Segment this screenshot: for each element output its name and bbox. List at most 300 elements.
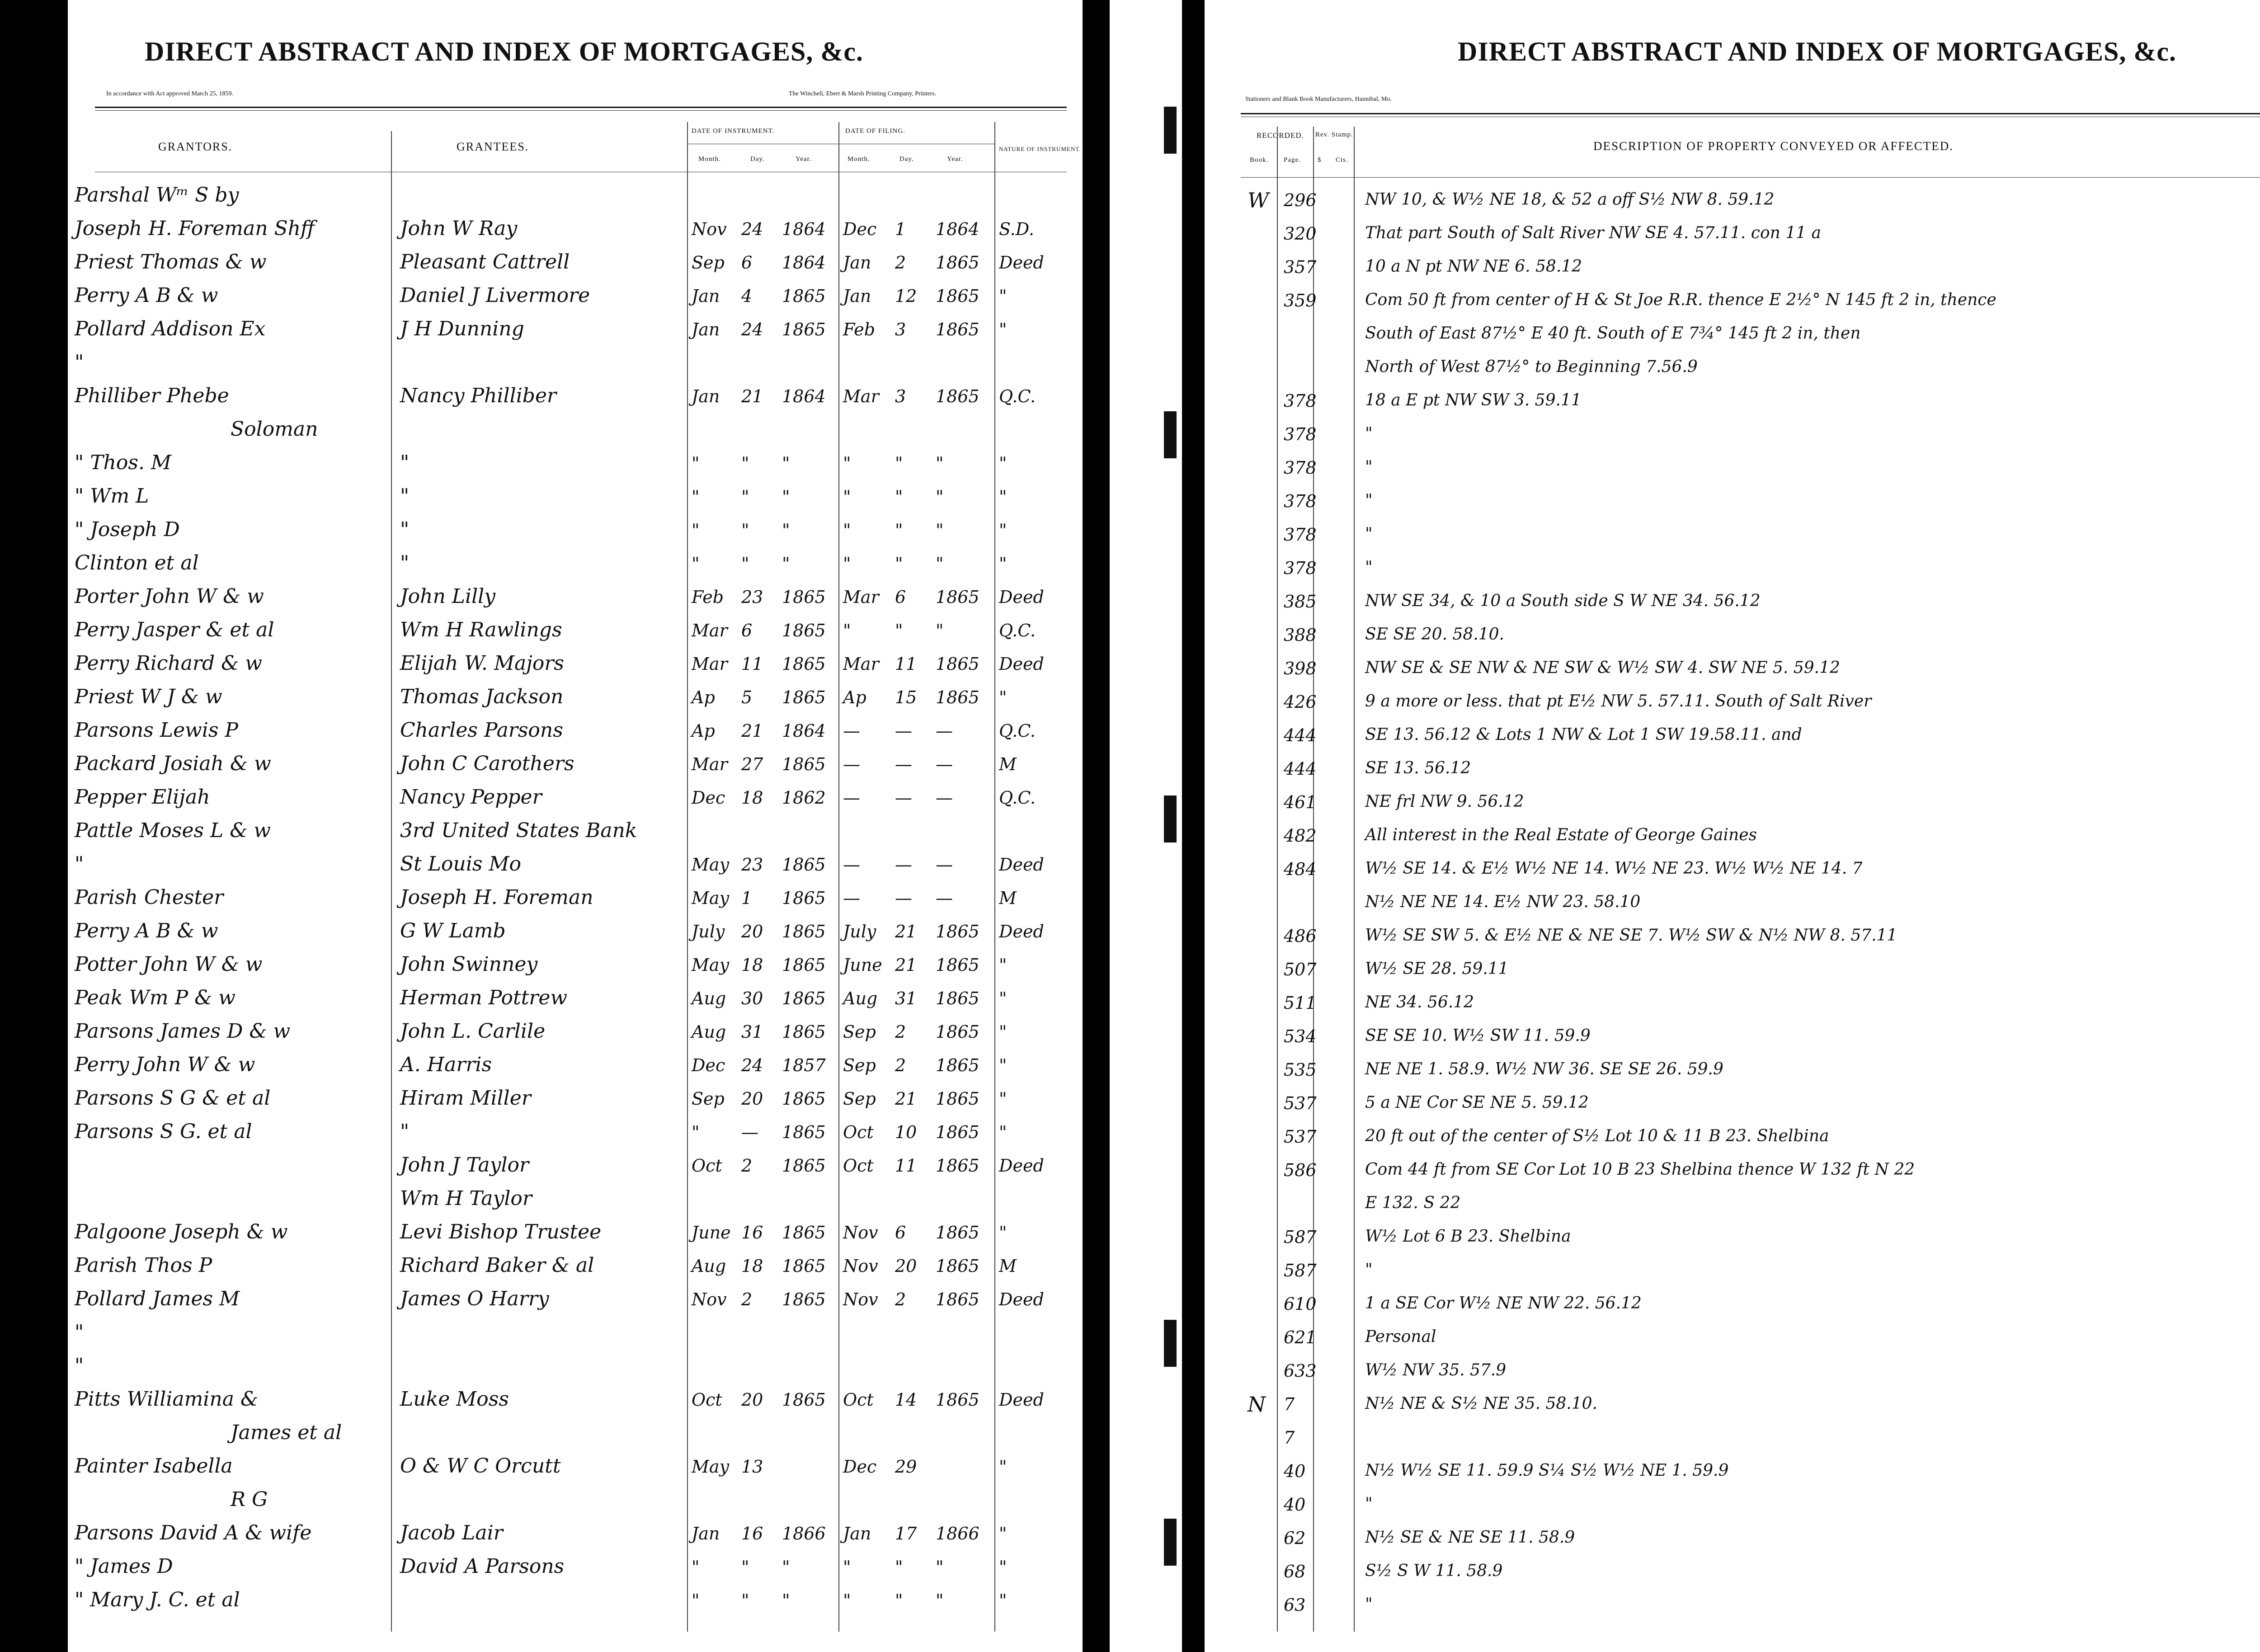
grantor-name: Pitts Williamina & [75, 1388, 259, 1411]
property-description: Com 44 ft from SE Cor Lot 10 B 23 Shelbina thence W 132 ft N 22 [1365, 1160, 1915, 1179]
page-header: Page. [1284, 156, 1301, 164]
instrument-year: " [782, 1591, 790, 1610]
grantor-name: Clinton et al [75, 551, 199, 574]
instrument-nature: " [999, 487, 1007, 507]
instrument-month: " [692, 487, 700, 507]
filing-year: 1865 [936, 955, 979, 975]
grantor-name: Perry A B & w [75, 284, 218, 307]
grantor-name: Parsons S G & et al [75, 1087, 271, 1110]
filing-year: 1866 [936, 1524, 979, 1544]
instrument-nature: " [999, 1223, 1007, 1243]
filing-year: — [936, 754, 953, 774]
filing-day: " [895, 621, 903, 640]
filing-day: 21 [895, 922, 917, 941]
recorded-page: 444 [1284, 725, 1317, 745]
filing-month: — [843, 788, 860, 808]
instrument-nature: Deed [999, 922, 1044, 941]
grantee-name: Pleasant Cattrell [400, 250, 570, 273]
filing-year: " [936, 487, 944, 507]
year-header: Year. [947, 155, 963, 163]
instrument-month: May [692, 1457, 730, 1477]
filing-year: 1865 [936, 1256, 979, 1276]
property-description: SE SE 10. W½ SW 11. 59.9 [1365, 1026, 1591, 1045]
grantee-name: Richard Baker & al [400, 1254, 594, 1277]
grantor-name: " [75, 1321, 84, 1344]
filing-day: " [895, 1557, 903, 1577]
instrument-day: 6 [741, 621, 753, 640]
instrument-nature: " [999, 554, 1007, 574]
filing-day: 21 [895, 955, 917, 975]
grantor-name: Perry Jasper & et al [75, 618, 274, 641]
instrument-month: Jan [692, 320, 720, 339]
instrument-day: 30 [741, 988, 763, 1008]
left-ledger-page [68, 0, 1083, 1652]
property-description: N½ W½ SE 11. 59.9 S¼ S½ W½ NE 1. 59.9 [1365, 1461, 1729, 1480]
column-header-rule [1241, 177, 2260, 178]
date-instrument-header: DATE OF INSTRUMENT. [692, 127, 775, 135]
property-description: 18 a E pt NW SW 3. 59.11 [1365, 391, 1582, 409]
filing-year: " [936, 554, 944, 574]
instrument-year: " [782, 487, 790, 507]
grantor-name: Palgoone Joseph & w [75, 1220, 288, 1243]
filing-day: 2 [895, 1055, 906, 1075]
grantors-header: GRANTORS. [158, 140, 233, 153]
property-description: 5 a NE Cor SE NE 5. 59.12 [1365, 1093, 1589, 1112]
property-description: W½ NW 35. 57.9 [1365, 1361, 1507, 1379]
property-description: Personal [1365, 1327, 1436, 1346]
grantee-name: Levi Bishop Trustee [400, 1220, 602, 1243]
grantor-name: Priest Thomas & w [75, 250, 267, 273]
instrument-day: 2 [741, 1156, 753, 1176]
instrument-day: 16 [741, 1223, 763, 1243]
filing-month: Jan [843, 253, 871, 273]
header-rule [95, 107, 1067, 108]
date-filing-header: DATE OF FILING. [845, 127, 905, 135]
recorded-page: 537 [1284, 1127, 1317, 1147]
filing-day: 2 [895, 253, 906, 273]
property-description: SE SE 20. 58.10. [1365, 625, 1504, 644]
page-divider [1313, 127, 1314, 1632]
recorded-page: 507 [1284, 960, 1317, 979]
grantee-name: Elijah W. Majors [400, 652, 564, 675]
instrument-year: 1865 [782, 955, 826, 975]
filing-month: Jan [843, 1524, 871, 1544]
instrument-day: 1 [741, 888, 753, 908]
instrument-nature: " [999, 1457, 1007, 1477]
header-rule [1241, 113, 2260, 114]
filing-day: " [895, 554, 903, 574]
day-header: Day. [899, 155, 914, 163]
filing-day: — [895, 788, 912, 808]
instrument-year: 1865 [782, 754, 826, 774]
instrument-year: 1865 [782, 1256, 826, 1276]
property-description: " [1365, 491, 1373, 510]
filing-day: 21 [895, 1089, 917, 1109]
instrument-year: 1865 [782, 1156, 826, 1176]
filing-month: Sep [843, 1022, 876, 1042]
recorded-page: 482 [1284, 826, 1317, 846]
instrument-year: 1865 [782, 988, 826, 1008]
filing-year: 1865 [936, 1223, 979, 1243]
grantee-name: " [400, 451, 410, 474]
property-description: NW 10, & W½ NE 18, & 52 a off S½ NW 8. 59.12 [1365, 190, 1775, 209]
filing-day: 6 [895, 587, 906, 607]
instrument-month: Jan [692, 286, 720, 306]
grantor-name: Perry John W & w [75, 1053, 255, 1076]
instrument-nature: Q.C. [999, 621, 1036, 640]
filing-month: — [843, 855, 860, 875]
filing-month: Mar [843, 386, 879, 406]
grantor-name: Pollard James M [75, 1287, 240, 1310]
property-description: SE 13. 56.12 & Lots 1 NW & Lot 1 SW 19.58.11. and [1365, 725, 1802, 744]
property-description: " [1365, 558, 1373, 577]
instrument-nature: Deed [999, 1390, 1044, 1410]
filing-month: Nov [843, 1223, 878, 1243]
filing-month: " [843, 520, 851, 540]
binding-hole [1164, 795, 1177, 842]
filing-day: 1 [895, 219, 906, 239]
property-description: SE 13. 56.12 [1365, 759, 1471, 777]
printer-note: The Winchell, Ebert & Marsh Printing Company, Printers. [789, 90, 937, 97]
filing-year: " [936, 453, 944, 473]
instrument-nature: " [999, 1524, 1007, 1544]
instrument-day: 6 [741, 253, 753, 273]
instrument-nature: " [999, 1591, 1007, 1610]
grantor-name: James et al [231, 1421, 342, 1444]
filing-day: 15 [895, 687, 917, 707]
instrument-nature: Deed [999, 654, 1044, 674]
stamp-divider [1354, 127, 1355, 1632]
property-description: NE NE 1. 58.9. W½ NW 36. SE SE 26. 59.9 [1365, 1060, 1723, 1078]
instrument-month: Feb [692, 587, 724, 607]
property-description: N½ NE NE 14. E½ NW 23. 58.10 [1365, 893, 1641, 911]
page-title: DIRECT ABSTRACT AND INDEX OF MORTGAGES, &c. [1458, 37, 2176, 66]
filing-month: Oct [843, 1156, 874, 1176]
grantee-name: John Lilly [400, 585, 496, 608]
instrument-month: Jan [692, 1524, 720, 1544]
instrument-day: 16 [741, 1524, 763, 1544]
instrument-month: Aug [692, 1256, 726, 1276]
instrument-nature: Q.C. [999, 721, 1036, 741]
instrument-month: Nov [692, 1290, 727, 1309]
instrument-month: " [692, 453, 700, 473]
grantor-name: Porter John W & w [75, 585, 264, 608]
grantor-name: " Thos. M [75, 451, 172, 474]
instrument-nature: " [999, 1557, 1007, 1577]
grantor-name: " Joseph D [75, 518, 180, 541]
recorded-page: 586 [1284, 1160, 1317, 1180]
filing-month: Dec [843, 1457, 877, 1477]
instrument-nature: Deed [999, 1156, 1044, 1176]
grantor-name: Pattle Moses L & w [75, 819, 271, 842]
grantee-name: Nancy Philliber [400, 384, 557, 407]
property-description: That part South of Salt River NW SE 4. 57.11. con 11 a [1365, 224, 1821, 242]
grantees-header: GRANTEES. [457, 140, 529, 153]
grantee-name: A. Harris [400, 1053, 492, 1076]
instrument-year: " [782, 520, 790, 540]
recorded-page: 296 [1284, 190, 1317, 210]
recorded-page: 535 [1284, 1060, 1317, 1080]
instrument-day: 21 [741, 721, 763, 741]
recorded-page: 486 [1284, 926, 1317, 946]
instrument-month: May [692, 955, 730, 975]
grantor-name: Parish Chester [75, 886, 224, 909]
grantor-name: Parsons Lewis P [75, 719, 239, 742]
filing-month: " [843, 621, 851, 640]
instrument-month: Oct [692, 1390, 722, 1410]
instrument-year: 1857 [782, 1055, 826, 1075]
right-ledger-page [1205, 0, 2260, 1652]
instrument-day: " [741, 520, 749, 540]
recorded-page: 511 [1284, 993, 1317, 1013]
filing-day: 14 [895, 1390, 917, 1410]
grantee-name: Luke Moss [400, 1388, 509, 1411]
recorded-page: 444 [1284, 759, 1317, 779]
filing-day: 12 [895, 286, 917, 306]
cents-header: Cts. [1336, 156, 1348, 164]
grantor-name: Perry A B & w [75, 919, 218, 942]
instrument-day: 27 [741, 754, 763, 774]
filing-year: " [936, 520, 944, 540]
grantor-name: Packard Josiah & w [75, 752, 271, 775]
grantee-name: Herman Pottrew [400, 986, 568, 1009]
instrument-month: May [692, 855, 730, 875]
instrument-month: " [692, 1557, 700, 1577]
filing-month: July [843, 922, 876, 941]
property-description: " [1365, 525, 1373, 543]
instrument-day: 2 [741, 1290, 753, 1309]
property-description: NW SE 34, & 10 a South side S W NE 34. 56.12 [1365, 592, 1761, 610]
instrument-year: 1864 [782, 721, 826, 741]
filing-year: — [936, 888, 953, 908]
grantor-name: Painter Isabella [75, 1454, 233, 1478]
recorded-page: 587 [1284, 1227, 1317, 1247]
grantee-name: St Louis Mo [400, 852, 522, 875]
act-note: In accordance with Act approved March 25, 1859. [106, 90, 234, 97]
instrument-nature: " [999, 1055, 1007, 1075]
recorded-page: 63 [1284, 1595, 1306, 1615]
instrument-day: 5 [741, 687, 753, 707]
recorded-page: 378 [1284, 458, 1317, 478]
filing-month: Mar [843, 654, 879, 674]
stationer-note: Stationers and Blank Book Manufacturers, Hannibal, Mo. [1245, 96, 1392, 103]
filing-month: Dec [843, 219, 877, 239]
filing-day: 31 [895, 988, 917, 1008]
recorded-header: RECORDED. [1257, 131, 1304, 140]
instrument-nature: Deed [999, 855, 1044, 875]
filing-year: " [936, 621, 944, 640]
instrument-year: 1864 [782, 253, 826, 273]
grantee-name: " [400, 1120, 410, 1143]
instrument-day: 18 [741, 955, 763, 975]
grantor-name: Pepper Elijah [75, 786, 210, 809]
grantor-name: Parsons S G. et al [75, 1120, 252, 1143]
filing-year: 1865 [936, 1290, 979, 1309]
filing-year: — [936, 721, 953, 741]
recorded-page: 461 [1284, 792, 1317, 812]
instrument-nature: Q.C. [999, 386, 1036, 406]
instrument-year: 1865 [782, 855, 826, 875]
filing-day: — [895, 855, 912, 875]
grantee-name: Thomas Jackson [400, 685, 564, 708]
instrument-month: " [692, 520, 700, 540]
instrument-nature: M [999, 754, 1017, 774]
instrument-day: " [741, 487, 749, 507]
grantor-name: " Mary J. C. et al [75, 1588, 240, 1611]
instrument-month: Mar [692, 654, 728, 674]
grantee-name: James O Harry [400, 1287, 549, 1310]
grantor-name: Joseph H. Foreman Shff [75, 217, 315, 240]
property-description: 10 a N pt NW NE 6. 58.12 [1365, 257, 1582, 276]
property-description: S½ S W 11. 58.9 [1365, 1562, 1503, 1580]
filing-month: June [843, 955, 882, 975]
recorded-page: 7 [1284, 1394, 1295, 1414]
grantor-name: Priest W J & w [75, 685, 222, 708]
filing-day: " [895, 1591, 903, 1610]
instrument-nature: " [999, 1089, 1007, 1109]
instrument-month: " [692, 554, 700, 574]
instrument-day: " [741, 453, 749, 473]
filing-month: " [843, 1591, 851, 1610]
instrument-nature: " [999, 520, 1007, 540]
instrument-nature: M [999, 888, 1017, 908]
property-description: NE frl NW 9. 56.12 [1365, 792, 1524, 811]
grantor-name: Parsons James D & w [75, 1020, 291, 1043]
recorded-page: 534 [1284, 1026, 1317, 1046]
book-divider [1277, 127, 1278, 1632]
property-description: 9 a more or less. that pt E½ NW 5. 57.11. South of Salt River [1365, 692, 1872, 711]
instrument-month: Oct [692, 1156, 722, 1176]
instrument-month: Mar [692, 754, 728, 774]
nature-divider [994, 122, 995, 1632]
instrument-year: 1865 [782, 687, 826, 707]
grantee-name: 3rd United States Bank [400, 819, 637, 842]
instrument-year: 1865 [782, 1223, 826, 1243]
recorded-page: 7 [1284, 1428, 1295, 1448]
grantee-name: John J Taylor [400, 1153, 529, 1177]
grantee-name: Nancy Pepper [400, 786, 542, 809]
filing-year: 1864 [936, 219, 979, 239]
property-description: W½ Lot 6 B 23. Shelbina [1365, 1227, 1571, 1246]
grantee-name: Wm H Taylor [400, 1187, 532, 1210]
property-description: Com 50 ft from center of H & St Joe R.R. thence E 2½° N 145 ft 2 in, thence [1365, 291, 1996, 309]
instrument-month: Dec [692, 788, 725, 808]
grantee-name: Hiram Miller [400, 1087, 531, 1110]
grantor-name: Parshal Wᵐ S by [75, 184, 239, 207]
grantee-name: David A Parsons [400, 1555, 565, 1578]
nature-header: NATURE OF INSTRUMENT. [999, 146, 1081, 152]
recorded-page: 587 [1284, 1261, 1317, 1280]
recorded-page: 378 [1284, 558, 1317, 578]
property-description: NW SE & SE NW & NE SW & W½ SW 4. SW NE 5. 59.12 [1365, 659, 1840, 677]
instrument-year: 1865 [782, 320, 826, 339]
filing-month: Oct [843, 1122, 874, 1142]
description-header: DESCRIPTION OF PROPERTY CONVEYED OR AFFECTED. [1593, 139, 1954, 153]
instrument-nature: S.D. [999, 219, 1034, 239]
grantor-name: Pollard Addison Ex [75, 317, 266, 340]
instrument-nature: " [999, 955, 1007, 975]
instrument-year: 1865 [782, 888, 826, 908]
property-description: North of West 87½° to Beginning 7.56.9 [1365, 358, 1698, 376]
grantor-name: " [75, 1354, 84, 1377]
filing-year: 1865 [936, 654, 979, 674]
grantee-name: J H Dunning [400, 317, 524, 340]
binding-hole [1164, 1519, 1177, 1566]
instrument-day: 20 [741, 1089, 763, 1109]
instrument-year: 1865 [782, 654, 826, 674]
property-description: " [1365, 1595, 1373, 1614]
instrument-year: 1866 [782, 1524, 826, 1544]
instrument-year: 1865 [782, 587, 826, 607]
filing-year: 1865 [936, 922, 979, 941]
instrument-nature: " [999, 453, 1007, 473]
grantee-name: Jacob Lair [400, 1521, 503, 1544]
instrument-year: 1865 [782, 922, 826, 941]
instrument-nature: " [999, 988, 1007, 1008]
filing-month: Ap [843, 687, 866, 707]
binding-hole [1164, 1320, 1177, 1367]
rev-stamp-header: Rev. Stamp. [1315, 131, 1353, 138]
property-description: 1 a SE Cor W½ NE NW 22. 56.12 [1365, 1294, 1642, 1313]
filing-month: Aug [843, 988, 878, 1008]
filing-day: — [895, 754, 912, 774]
recorded-page: 484 [1284, 859, 1317, 879]
grantee-name: John W Ray [400, 217, 518, 240]
property-description: South of East 87½° E 40 ft. South of E 7¾° 145 ft 2 in, then [1365, 324, 1861, 343]
filing-year: — [936, 788, 953, 808]
property-description: W½ SE 14. & E½ W½ NE 14. W½ NE 23. W½ W½ NE 14. 7 [1365, 859, 1863, 878]
recorded-page: 320 [1284, 224, 1317, 244]
instrument-nature: Q.C. [999, 788, 1036, 808]
instrument-day: 24 [741, 320, 763, 339]
grantee-name: Wm H Rawlings [400, 618, 562, 641]
filing-day: 3 [895, 320, 906, 339]
grantee-name: John C Carothers [400, 752, 574, 775]
property-description: N½ NE & S½ NE 35. 58.10. [1365, 1394, 1597, 1413]
filing-year: 1865 [936, 587, 979, 607]
filing-month: — [843, 721, 860, 741]
recorded-book: W [1248, 188, 1269, 212]
filing-year: 1865 [936, 1022, 979, 1042]
filing-month: " [843, 453, 851, 473]
property-description: NE 34. 56.12 [1365, 993, 1474, 1012]
filing-month: Oct [843, 1390, 874, 1410]
instrument-year: 1865 [782, 1290, 826, 1309]
grantor-name: Peak Wm P & w [75, 986, 235, 1009]
grantee-name: Joseph H. Foreman [400, 886, 593, 909]
filing-month: — [843, 754, 860, 774]
grantor-name: R G [231, 1488, 268, 1511]
instrument-year: 1865 [782, 621, 826, 640]
grantee-name: " [400, 518, 410, 541]
filing-month: Feb [843, 320, 876, 339]
property-description: " [1365, 1495, 1373, 1513]
filing-day: 2 [895, 1022, 906, 1042]
page-title: DIRECT ABSTRACT AND INDEX OF MORTGAGES, &c. [145, 37, 863, 66]
property-description: W½ SE 28. 59.11 [1365, 960, 1509, 978]
grantor-divider [391, 131, 392, 1632]
date-divider [687, 122, 688, 1632]
recorded-page: 388 [1284, 625, 1317, 645]
recorded-page: 40 [1284, 1461, 1306, 1481]
grantor-name: Philliber Phebe [75, 384, 229, 407]
filing-day: " [895, 453, 903, 473]
instrument-year: 1865 [782, 1122, 826, 1142]
filing-year: — [936, 855, 953, 875]
filing-day: 2 [895, 1290, 906, 1309]
year-header: Year. [796, 155, 812, 163]
filing-year: 1865 [936, 1055, 979, 1075]
